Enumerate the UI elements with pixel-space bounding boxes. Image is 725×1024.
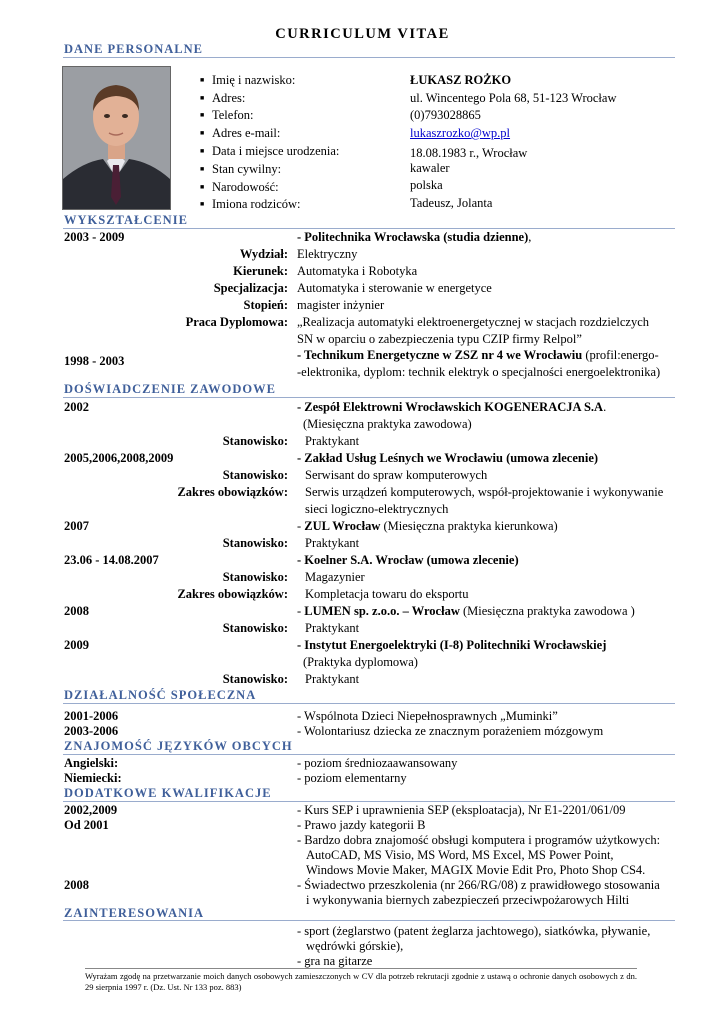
experience-employer: - Instytut Energoelektryki (I-8) Politechniki Wrocławskiej <box>297 638 607 652</box>
personal-birth: 18.08.1983 r., Wrocław <box>410 146 528 160</box>
experience-date: 2007 <box>64 519 89 533</box>
employer-name: ZUL Wrocław <box>304 519 381 533</box>
personal-address-label: ■ Adres: <box>212 91 245 106</box>
employer-tail: (Miesięczna praktyka zawodowa ) <box>459 604 635 618</box>
experience-position-label: Stanowisko: <box>222 468 288 482</box>
section-education-heading: WYKSZTAŁCENIE <box>64 213 188 227</box>
personal-phone: (0)793028865 <box>410 108 481 122</box>
personal-name-label: ■ Imię i nazwisko: <box>212 73 295 88</box>
employer-name: LUMEN sp. z.o.o. – Wrocław <box>304 604 460 618</box>
experience-position-label: Stanowisko: <box>222 621 288 635</box>
education-value: Automatyka i Robotyka <box>297 264 418 278</box>
divider <box>63 920 675 921</box>
experience-duties: sieci logiczno-elektrycznych <box>305 502 449 516</box>
education-label: Specjalizacja: <box>213 281 288 295</box>
personal-birth-label: ■ Data i miejsce urodzenia: <box>212 144 339 159</box>
consent-footer: Wyrażam zgodę na przetwarzanie moich danych osobowych zamieszczonych w CV dla potrzeb rekrutacji zgodnie z ustawą o ochronie danych osobowych z dn. 29 sierpnia 1997 r. (Dz. Ust. Nr 133 poz. 883) <box>85 968 637 993</box>
experience-employer: - Koelner S.A. Wrocław (umowa zlecenie) <box>297 553 519 567</box>
divider <box>63 801 675 802</box>
experience-position: Serwisant do spraw komputerowych <box>305 468 488 482</box>
experience-date: 2008 <box>64 604 89 618</box>
extra-item-line: Windows Movie Maker, MAGIX Movie Edit Pro, Photo Shop CS4. <box>306 863 646 877</box>
education-date: 2003 - 2009 <box>64 230 125 244</box>
education-thesis: „Realizacja automatyki elektroenergetycznej w stacjach rozdzielczych <box>297 315 650 329</box>
school-tail: (profil:energo- <box>582 348 659 362</box>
experience-position: Praktykant <box>305 672 360 686</box>
personal-status: kawaler <box>410 161 450 175</box>
experience-duties: Kompletacja towaru do eksportu <box>305 587 469 601</box>
social-date: 2003-2006 <box>64 724 119 738</box>
divider <box>63 228 675 229</box>
education-value: magister inżynier <box>297 298 385 312</box>
dash: - <box>297 604 305 618</box>
personal-nationality: polska <box>410 178 443 192</box>
education-school <box>297 348 659 363</box>
education-label: Kierunek: <box>233 264 288 278</box>
education-value: Elektryczny <box>297 247 358 261</box>
education-label: Wydział: <box>239 247 288 261</box>
personal-phone-label: ■ Telefon: <box>212 108 253 123</box>
experience-date: 2009 <box>64 638 89 652</box>
experience-duties: Serwis urządzeń komputerowych, współ-projektowanie i wykonywanie <box>305 485 664 499</box>
experience-position: Praktykant <box>305 536 360 550</box>
education-school <box>297 230 531 245</box>
divider <box>63 57 675 58</box>
divider <box>63 397 675 398</box>
section-personal-heading: DANE PERSONALNE <box>64 42 203 56</box>
page-title: CURRICULUM VITAE <box>275 26 450 42</box>
social-date: 2001-2006 <box>64 709 119 723</box>
divider <box>63 754 675 755</box>
section-languages-heading: ZNAJOMOŚĆ JĘZYKÓW OBCYCH <box>64 739 293 753</box>
social-item: - Wspólnota Dzieci Niepełnosprawnych „Muminki” <box>297 709 558 723</box>
education-school-line: -elektronika, dyplom: technik elektryk o specjalności energoelektronika) <box>297 365 661 379</box>
language-level: - poziom średniozaawansowany <box>297 756 458 770</box>
personal-status-label: ■ Stan cywilny: <box>212 162 281 177</box>
employer-tail: (Miesięczna praktyka kierunkowa) <box>380 519 558 533</box>
extra-item-line: AutoCAD, MS Visio, MS Word, MS Excel, MS Power Point, <box>306 848 614 862</box>
extra-date: Od 2001 <box>64 818 109 832</box>
section-social-heading: DZIAŁALNOŚĆ SPOŁECZNA <box>64 688 257 702</box>
language-name: Niemiecki: <box>64 771 122 785</box>
experience-employer: - Zakład Usług Leśnych we Wrocławiu (umowa zlecenie) <box>297 451 599 465</box>
section-extra-heading: DODATKOWE KWALIFIKACJE <box>64 786 272 800</box>
experience-date: 2005,2006,2008,2009 <box>64 451 174 465</box>
experience-position: Praktykant <box>305 434 360 448</box>
dash: - <box>297 519 305 533</box>
interest-item-line: wędrówki górskie), <box>306 939 404 953</box>
experience-date: 23.06 - 14.08.2007 <box>64 553 159 567</box>
experience-note: (Miesięczna praktyka zawodowa) <box>303 417 472 431</box>
experience-position-label: Stanowisko: <box>222 570 288 584</box>
experience-duties-label: Zakres obowiązków: <box>177 587 288 601</box>
extra-item-line: i wykonywania biernych zabezpieczeń przeciwpożarowych Hilti <box>306 893 630 907</box>
experience-employer <box>297 519 558 534</box>
language-level: - poziom elementarny <box>297 771 407 785</box>
social-item: - Wolontariusz dziecka ze znacznym porażeniem mózgowym <box>297 724 604 738</box>
education-label: Praca Dyplomowa: <box>185 315 288 329</box>
section-experience-heading: DOŚWIADCZENIE ZAWODOWE <box>64 382 276 396</box>
section-interests-heading: ZAINTERESOWANIA <box>64 906 205 920</box>
extra-date: 2002,2009 <box>64 803 118 817</box>
personal-email-link[interactable]: lukaszrozko@wp.pl <box>410 126 511 140</box>
personal-parents-label: ■ Imiona rodziców: <box>212 197 301 212</box>
experience-employer <box>297 400 606 415</box>
experience-position-label: Stanowisko: <box>222 434 288 448</box>
school-tail: , <box>528 230 532 244</box>
extra-item: - Kurs SEP i uprawnienia SEP (eksploatacja), Nr E1-2201/061/09 <box>297 803 626 817</box>
experience-date: 2002 <box>64 400 89 414</box>
personal-name: ŁUKASZ ROŻKO <box>410 73 512 87</box>
school-name: - Technikum Energetyczne w ZSZ nr 4 we Wrocławiu <box>297 348 583 362</box>
personal-parents: Tadeusz, Jolanta <box>410 196 493 210</box>
interest-item: - sport (żeglarstwo (patent żeglarza jachtowego), siatkówka, pływanie, <box>297 924 651 938</box>
personal-address: ul. Wincentego Pola 68, 51-123 Wrocław <box>410 91 617 105</box>
extra-item: - Prawo jazdy kategorii B <box>297 818 426 832</box>
education-thesis: SN w oparciu o zabezpieczenia typu CZIP firmy Relpol” <box>297 332 582 346</box>
profile-photo <box>62 66 171 210</box>
interest-item: - gra na gitarze <box>297 954 373 968</box>
extra-item: - Bardzo dobra znajomość obsługi komputera i programów użytkowych: <box>297 833 661 847</box>
education-value: Automatyka i sterowanie w energetyce <box>297 281 492 295</box>
personal-email-label: ■ Adres e-mail: <box>212 126 280 141</box>
school-name: - Politechnika Wrocławska (studia dzienne) <box>297 230 529 244</box>
education-date: 1998 - 2003 <box>64 354 125 368</box>
experience-position: Magazynier <box>305 570 365 584</box>
language-name: Angielski: <box>64 756 119 770</box>
education-label: Stopień: <box>243 298 288 312</box>
experience-note: (Praktyka dyplomowa) <box>303 655 418 669</box>
employer-tail: . <box>603 400 607 414</box>
experience-duties-label: Zakres obowiązków: <box>177 485 288 499</box>
experience-position-label: Stanowisko: <box>222 672 288 686</box>
employer-name: - Zespół Elektrowni Wrocławskich KOGENERACJA S.A <box>297 400 604 414</box>
experience-employer <box>297 604 635 619</box>
extra-date: 2008 <box>64 878 89 892</box>
experience-position-label: Stanowisko: <box>222 536 288 550</box>
personal-nationality-label: ■ Narodowość: <box>212 180 279 195</box>
extra-item: - Świadectwo przeszkolenia (nr 266/RG/08) z prawidłowego stosowania <box>297 878 660 892</box>
experience-position: Praktykant <box>305 621 360 635</box>
divider <box>63 703 675 704</box>
